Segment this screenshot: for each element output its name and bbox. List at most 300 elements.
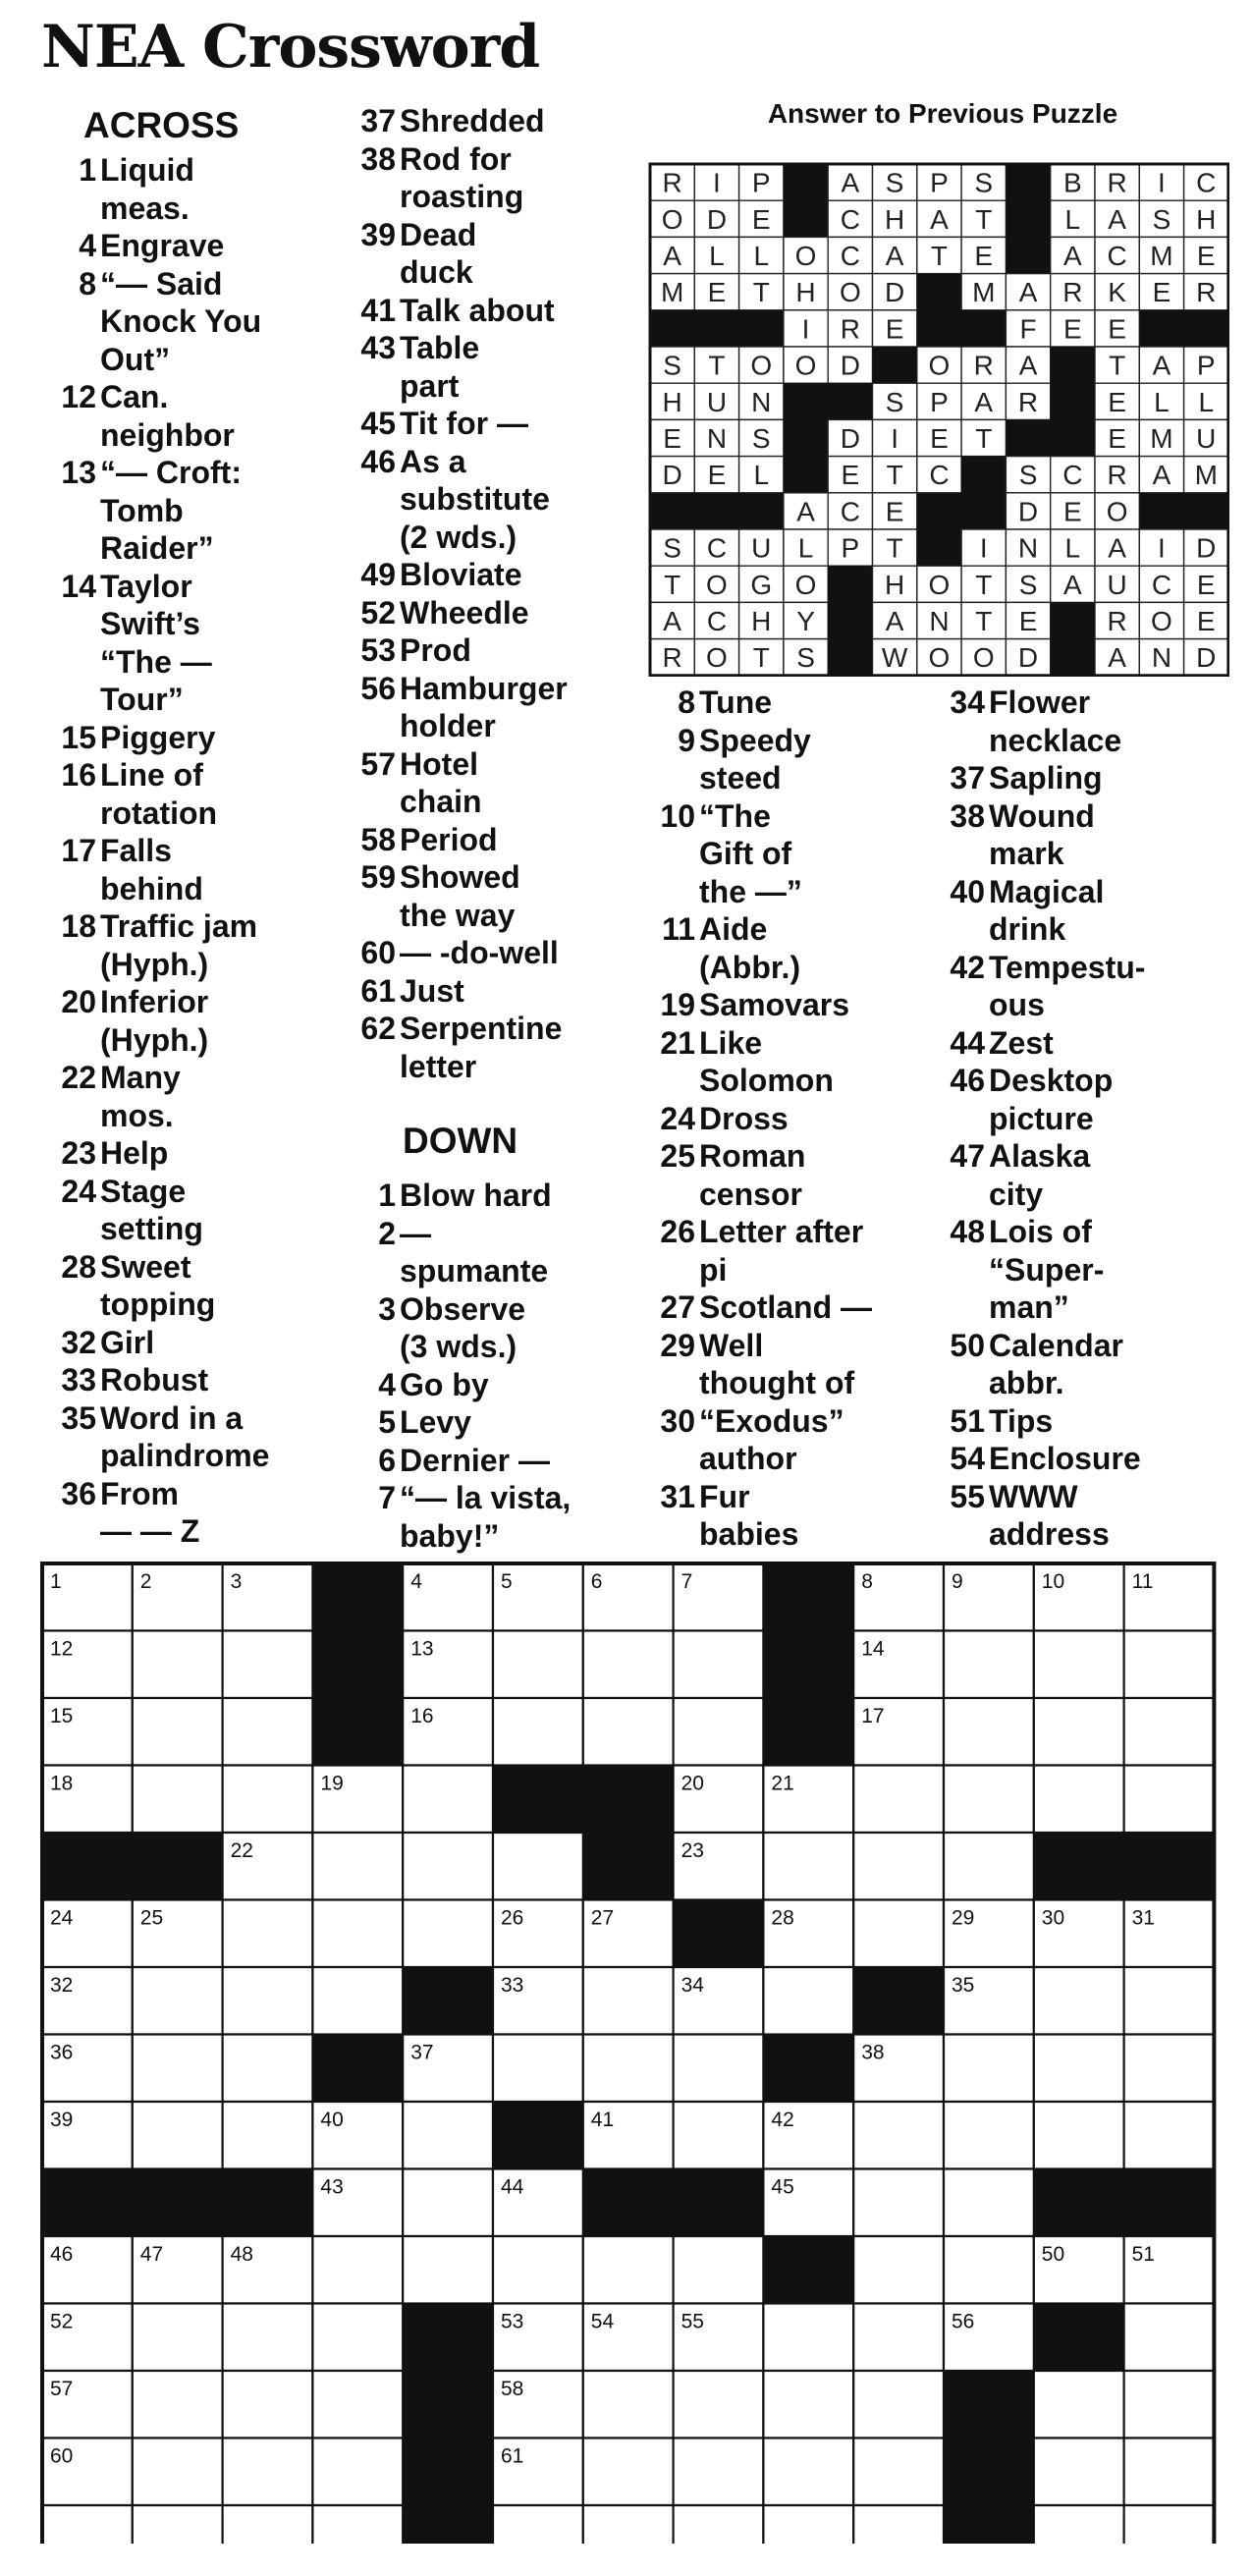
answer-letter: S [1152, 203, 1171, 235]
puzzle-cell[interactable] [674, 2439, 764, 2506]
clue-number: 37 [950, 760, 985, 795]
cell-number: 21 [771, 1772, 794, 1795]
answer-letter: R [1107, 606, 1127, 636]
puzzle-cell[interactable] [312, 2304, 403, 2372]
puzzle-cell[interactable] [674, 2505, 764, 2544]
cell-number: 25 [139, 1906, 164, 1930]
puzzle-cell[interactable] [674, 1698, 764, 1766]
cell-number: 37 [410, 2041, 434, 2064]
clue-number: 61 [360, 972, 396, 1009]
answer-letter: L [1154, 386, 1170, 417]
puzzle-cell[interactable] [583, 1967, 674, 2035]
cell-number: 60 [50, 2444, 74, 2468]
puzzle-cell[interactable] [312, 2505, 403, 2544]
black-square [763, 1563, 854, 1632]
answer-letter: P [930, 167, 949, 198]
puzzle-cell[interactable] [944, 1631, 1034, 1699]
clue-text: Tit for — [400, 406, 528, 441]
answer-block [917, 493, 962, 530]
answer-block [1051, 419, 1096, 457]
clue-number: 54 [950, 1441, 985, 1476]
cell-number: 4 [410, 1570, 422, 1593]
answer-letter: Y [796, 606, 815, 636]
cell-number: 46 [50, 2243, 74, 2266]
puzzle-cell[interactable] [583, 2371, 674, 2439]
answer-letter: L [753, 241, 770, 271]
answer-letter: E [1196, 241, 1216, 271]
puzzle-cell[interactable] [853, 2371, 944, 2439]
clue-number: 1 [378, 1178, 396, 1213]
black-square [673, 2168, 764, 2237]
clue-number: 27 [660, 1289, 695, 1325]
puzzle-cell[interactable] [1124, 1967, 1215, 2035]
answer-block [961, 457, 1007, 494]
puzzle-cell[interactable] [133, 1766, 223, 1834]
clue-text: Magical [989, 873, 1105, 909]
puzzle-cell[interactable] [853, 2169, 944, 2237]
cell-number: 24 [50, 1906, 74, 1930]
puzzle-cell[interactable] [1124, 2439, 1215, 2506]
clue-text: “— Croft: [100, 455, 242, 490]
clue-text: abbr. [989, 1365, 1064, 1400]
puzzle-cell[interactable] [133, 1967, 223, 2035]
clue-text: Flower [989, 685, 1091, 720]
cell-number: 27 [590, 1906, 615, 1930]
answer-letter: T [975, 569, 993, 600]
puzzle-cell[interactable] [1034, 2035, 1124, 2103]
puzzle-cell[interactable] [133, 2035, 223, 2103]
answer-block [739, 493, 785, 530]
answer-letter: S [1018, 460, 1038, 491]
puzzle-cell[interactable] [133, 2102, 223, 2169]
cell-number: 22 [230, 1839, 253, 1862]
puzzle-cell[interactable] [1124, 2304, 1215, 2372]
answer-letter: S [663, 532, 681, 564]
puzzle-cell[interactable] [223, 2439, 313, 2506]
clue-text: Stage [100, 1173, 187, 1209]
answer-block [1006, 200, 1051, 238]
answer-block [784, 164, 829, 201]
clue-text: “The [699, 797, 771, 834]
clue-text: As a [400, 443, 466, 479]
answer-block [1051, 347, 1096, 384]
puzzle-cell[interactable] [674, 2236, 764, 2304]
puzzle-cell[interactable] [1124, 2035, 1215, 2103]
puzzle-cell[interactable] [763, 2304, 853, 2372]
puzzle-cell[interactable] [403, 2169, 493, 2237]
clue-text: WWW [989, 1478, 1078, 1514]
black-square [403, 2371, 494, 2439]
puzzle-cell[interactable] [133, 2304, 223, 2372]
puzzle-cell[interactable] [312, 2371, 403, 2439]
puzzle-cell[interactable] [223, 1900, 313, 1968]
clue-text: Liquid [100, 152, 194, 188]
answer-letter: C [706, 532, 728, 564]
answer-letter: P [930, 386, 949, 417]
puzzle-cell[interactable] [133, 2505, 223, 2544]
answer-letter: U [1107, 569, 1127, 600]
puzzle-cell[interactable] [312, 1967, 403, 2035]
answer-block [917, 310, 962, 348]
answer-letter: E [1063, 496, 1082, 527]
clue-number: 49 [360, 557, 396, 592]
puzzle-cell[interactable] [853, 2439, 944, 2506]
black-square [1033, 1833, 1124, 1901]
puzzle-cell[interactable] [763, 1833, 853, 1900]
puzzle-cell[interactable] [223, 2035, 313, 2103]
clue-number: 20 [61, 984, 96, 1019]
puzzle-cell[interactable] [493, 1631, 583, 1699]
clue-text: Letter after [699, 1214, 864, 1249]
answer-letter: R [662, 642, 682, 674]
answer-block [961, 310, 1007, 348]
cell-number: 47 [139, 2243, 164, 2266]
puzzle-cell[interactable] [583, 2035, 674, 2103]
clue-text: behind [100, 870, 203, 906]
puzzle-cell[interactable] [1124, 2371, 1215, 2439]
clue-text: part [400, 367, 460, 404]
answer-block [828, 602, 873, 639]
cell-number: 55 [680, 2310, 704, 2333]
puzzle-cell[interactable] [223, 1698, 313, 1766]
puzzle-cell[interactable] [403, 1900, 493, 1968]
answer-letter: R [973, 350, 994, 381]
answer-block [1139, 493, 1184, 530]
answer-letter: D [885, 277, 905, 308]
answer-letter: H [795, 277, 816, 308]
clue-text: baby!” [400, 1517, 500, 1554]
clue-number: 9 [678, 722, 695, 758]
answer-letter: A [885, 606, 904, 636]
answer-letter: E [707, 277, 727, 308]
answer-letter: E [930, 423, 949, 454]
clue-text: — [400, 1215, 431, 1251]
puzzle-cell[interactable] [944, 1698, 1034, 1766]
clue-text: Tour” [100, 682, 184, 717]
answer-block [873, 347, 918, 384]
answer-block [784, 200, 829, 238]
clue-text: chain [400, 784, 482, 819]
puzzle-cell[interactable] [944, 2169, 1034, 2237]
clue-number: 6 [378, 1442, 396, 1478]
clue-text: Tempestu- [989, 949, 1146, 985]
answer-letter: D [1017, 642, 1039, 674]
puzzle-cell[interactable] [223, 2102, 313, 2169]
puzzle-cell[interactable] [493, 1698, 583, 1766]
clue-text: substitute [400, 481, 550, 517]
clue-text: Desktop [989, 1063, 1114, 1098]
clue-text: Serpentine [400, 1011, 563, 1046]
puzzle-cell[interactable] [223, 1766, 313, 1834]
puzzle-cell[interactable] [403, 2102, 493, 2169]
answer-letter: O [661, 203, 683, 235]
answer-letter: L [709, 241, 725, 271]
answer-block [1139, 310, 1184, 348]
clue-number: 50 [950, 1327, 985, 1363]
puzzle-cell[interactable] [1034, 1967, 1124, 2035]
puzzle-cell[interactable] [583, 2236, 674, 2304]
cell-number: 33 [501, 1974, 524, 1997]
answer-letter: O [972, 642, 995, 674]
puzzle-cell[interactable] [1034, 2371, 1124, 2439]
answer-letter: L [1064, 532, 1081, 564]
answer-letter: A [974, 386, 994, 417]
answer-letter: R [1062, 277, 1083, 308]
clue-text: Well [699, 1327, 764, 1363]
answer-letter: D [662, 460, 682, 491]
answer-letter: T [752, 277, 770, 308]
puzzle-cell[interactable] [853, 1766, 944, 1834]
clue-number: 44 [950, 1024, 985, 1061]
puzzle-cell[interactable] [1034, 2505, 1124, 2544]
clue-text: mos. [100, 1097, 174, 1133]
puzzle-cell[interactable] [223, 2371, 313, 2439]
answer-letter: A [1018, 350, 1038, 381]
cell-number: 8 [861, 1570, 873, 1593]
answer-letter: M [1150, 241, 1173, 271]
black-square [1033, 2168, 1124, 2237]
clue-number: 46 [950, 1063, 985, 1098]
black-square [312, 2034, 404, 2103]
answer-block [694, 493, 739, 530]
clue-number: 31 [660, 1478, 695, 1514]
black-square [1123, 2168, 1215, 2237]
answer-letter: P [751, 167, 771, 198]
puzzle-title: NEA Crossword [41, 13, 540, 82]
clue-number: 30 [660, 1402, 695, 1439]
clue-number: 38 [950, 797, 985, 834]
puzzle-cell[interactable] [493, 2035, 583, 2103]
puzzle-cell[interactable] [674, 2371, 764, 2439]
answer-letter: O [1151, 606, 1172, 636]
puzzle-cell[interactable] [1124, 1698, 1215, 1766]
puzzle-cell[interactable] [312, 2236, 403, 2304]
clue-text: Wheedle [400, 594, 529, 630]
clue-text: Girl [100, 1324, 155, 1360]
cell-number: 40 [320, 2109, 344, 2131]
puzzle-cell[interactable] [133, 2371, 223, 2439]
clue-number: 15 [61, 719, 96, 755]
puzzle-cell[interactable] [1034, 1631, 1124, 1699]
answer-letter: O [794, 241, 817, 271]
clue-text: man” [989, 1289, 1069, 1325]
clue-number: 14 [61, 568, 96, 604]
puzzle-cell[interactable] [493, 1833, 583, 1900]
clue-text: Line of [100, 757, 203, 793]
answer-letter: R [662, 167, 682, 198]
answer-letter: A [1108, 203, 1126, 235]
clue-number: 51 [950, 1402, 985, 1439]
puzzle-cell[interactable] [312, 1900, 403, 1968]
cell-number: 32 [50, 1974, 74, 1997]
cell-number: 9 [952, 1570, 963, 1593]
clue-number: 13 [61, 455, 96, 490]
puzzle-cell[interactable] [1034, 1698, 1124, 1766]
clue-text: Prod [400, 632, 471, 668]
puzzle-cell[interactable] [312, 2439, 403, 2506]
cell-number: 43 [320, 2175, 344, 2199]
puzzle-cell[interactable] [853, 2505, 944, 2544]
clue-text: (Hyph.) [100, 946, 209, 982]
answer-letter: C [929, 460, 950, 491]
across-heading: ACROSS [83, 105, 240, 145]
answer-block [784, 419, 829, 457]
clue-number: 22 [61, 1060, 96, 1095]
answer-block [1051, 602, 1096, 639]
cell-number: 18 [50, 1772, 74, 1795]
puzzle-cell[interactable] [763, 1967, 853, 2035]
cell-number: 45 [771, 2175, 794, 2199]
clue-text: Period [400, 821, 498, 857]
answer-letter: E [1108, 386, 1126, 417]
clue-text: babies [699, 1516, 799, 1552]
puzzle-cell[interactable] [853, 2304, 944, 2372]
cell-number: 57 [50, 2378, 74, 2400]
puzzle-cell[interactable] [944, 1766, 1034, 1834]
puzzle-cell[interactable] [1034, 2439, 1124, 2506]
puzzle-cell[interactable] [133, 2439, 223, 2506]
answer-letter: A [841, 167, 860, 198]
cell-number: 11 [1131, 1570, 1154, 1593]
clue-text: Alaska [989, 1138, 1091, 1174]
puzzle-cell[interactable] [1124, 1766, 1215, 1834]
answer-letter: C [1107, 241, 1127, 271]
answer-letter: O [706, 569, 728, 600]
puzzle-cell[interactable] [1124, 2102, 1215, 2169]
answer-letter: M [1150, 423, 1173, 454]
answer-letter: H [1196, 203, 1217, 235]
answer-letter: O [839, 277, 861, 308]
puzzle-cell[interactable] [763, 2505, 853, 2544]
puzzle-cell[interactable] [1034, 2102, 1124, 2169]
clue-number: 35 [61, 1399, 96, 1436]
clue-text: mark [989, 836, 1064, 871]
black-square [403, 1967, 494, 2036]
puzzle-cell[interactable] [1034, 1766, 1124, 1834]
cell-number: 13 [410, 1637, 434, 1661]
answer-letter: S [751, 423, 771, 454]
puzzle-cell[interactable] [403, 1766, 493, 1834]
puzzle-cell[interactable] [223, 1631, 313, 1699]
answer-letter: N [1017, 532, 1039, 564]
puzzle-cell[interactable] [944, 2236, 1034, 2304]
puzzle-cell[interactable] [493, 2505, 583, 2544]
puzzle-cell[interactable] [42, 2505, 133, 2544]
puzzle-cell[interactable] [493, 2236, 583, 2304]
puzzle-cell[interactable] [223, 1967, 313, 2035]
cell-number: 14 [861, 1637, 885, 1661]
puzzle-cell[interactable] [133, 1631, 223, 1699]
puzzle-cell[interactable] [312, 1833, 403, 1900]
puzzle-cell[interactable] [223, 2505, 313, 2544]
cell-number: 56 [952, 2310, 975, 2333]
black-square [673, 1899, 764, 1968]
puzzle-cell[interactable] [763, 2439, 853, 2506]
answer-block [1184, 310, 1229, 348]
clue-text: Samovars [699, 987, 849, 1022]
clue-text: Dernier — [400, 1442, 550, 1478]
puzzle-cell[interactable] [944, 2035, 1034, 2103]
puzzle-cell[interactable] [853, 1900, 944, 1968]
puzzle-cell[interactable] [944, 1833, 1034, 1900]
puzzle-cell[interactable] [763, 2371, 853, 2439]
puzzle-cell[interactable] [583, 1631, 674, 1699]
answer-letter: C [706, 606, 728, 636]
clue-number: 17 [61, 833, 96, 868]
puzzle-cell[interactable] [853, 1833, 944, 1900]
clue-number: 4 [79, 228, 96, 263]
puzzle-cell[interactable] [403, 1833, 493, 1900]
puzzle-cell[interactable] [1124, 2505, 1215, 2544]
answer-letter: L [797, 532, 814, 564]
black-square [403, 2505, 494, 2545]
black-square [312, 1630, 404, 1699]
puzzle-cell[interactable] [674, 2102, 764, 2169]
answer-block [828, 566, 873, 603]
answer-block [1184, 493, 1229, 530]
answer-letter: O [928, 569, 951, 600]
black-square [763, 1698, 854, 1767]
puzzle-cell[interactable] [1124, 1631, 1215, 1699]
clue-number: 8 [678, 685, 695, 720]
puzzle-cell[interactable] [674, 1631, 764, 1699]
cell-number: 5 [501, 1570, 513, 1593]
clue-text: Fur [699, 1478, 750, 1514]
answer-letter: L [753, 460, 770, 491]
clue-text: (3 wds.) [400, 1329, 517, 1364]
puzzle-cell[interactable] [223, 2304, 313, 2372]
clue-text: the way [400, 897, 516, 933]
black-square [42, 2168, 134, 2237]
clue-number: 12 [61, 379, 96, 414]
answer-letter: C [840, 496, 860, 527]
answer-letter: R [840, 313, 860, 345]
cell-number: 16 [410, 1705, 434, 1727]
puzzle-cell[interactable] [853, 2236, 944, 2304]
clue-number: 24 [660, 1100, 695, 1136]
cell-number: 36 [50, 2041, 74, 2064]
clue-number: 38 [360, 140, 396, 177]
cell-number: 7 [680, 1570, 693, 1593]
answer-letter: N [1151, 642, 1172, 674]
clue-text: Enclosure [989, 1441, 1141, 1476]
cell-number: 34 [680, 1974, 704, 1997]
puzzle-cell[interactable] [583, 1698, 674, 1766]
answer-letter: E [1196, 569, 1216, 600]
clue-number: 39 [360, 216, 396, 252]
answer-letter: F [1019, 313, 1037, 345]
puzzle-cell[interactable] [403, 2236, 493, 2304]
puzzle-cell[interactable] [583, 2439, 674, 2506]
black-square [1123, 1833, 1215, 1901]
clue-text: Solomon [699, 1063, 834, 1098]
black-square [403, 2438, 494, 2506]
clue-text: Zest [989, 1024, 1054, 1061]
clue-text: picture [989, 1100, 1094, 1136]
cell-number: 38 [861, 2041, 885, 2064]
answer-letter: A [1063, 241, 1082, 271]
puzzle-cell[interactable] [583, 2505, 674, 2544]
puzzle-cell[interactable] [133, 1698, 223, 1766]
clue-text: Out” [100, 341, 171, 377]
puzzle-cell[interactable] [853, 2102, 944, 2169]
puzzle-cell[interactable] [944, 2102, 1034, 2169]
answer-letter: G [750, 569, 773, 600]
cell-number: 51 [1131, 2243, 1155, 2266]
puzzle-cell[interactable] [674, 2035, 764, 2103]
clue-text: duck [400, 254, 473, 290]
black-square [312, 1563, 404, 1632]
